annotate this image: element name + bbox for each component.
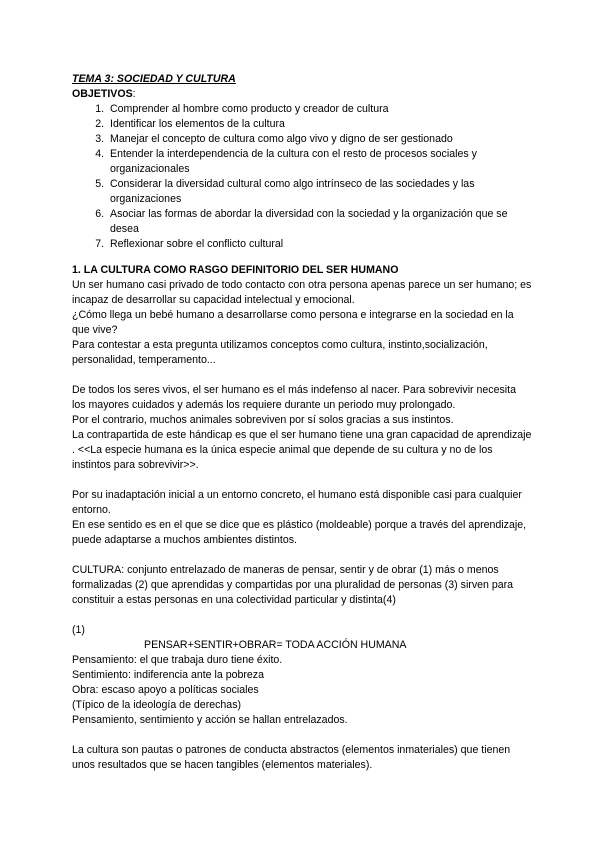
objective-item: 7. Reflexionar sobre el conflicto cultural bbox=[107, 237, 532, 252]
objectives-list bbox=[72, 102, 532, 252]
objective-item: 4. Entender la interdependencia de la cultura con el resto de procesos sociales y organizacionales bbox=[107, 147, 532, 177]
culture-definition: CULTURA: conjunto entrelazado de maneras de pensar, sentir y de obrar (1) más o menos formalizadas (2) que aprendidas y compartidas por una pluralidad de personas (3) sirven para constituir a estas personas en una colectividad particular y distinta(4) bbox=[72, 564, 514, 606]
objective-item: 1. Comprender al hombre como producto y creador de cultura bbox=[107, 102, 532, 117]
paragraph: Para contestar a esta pregunta utilizamos conceptos como cultura, instinto,socialización, personalidad, temperamento... bbox=[72, 339, 488, 366]
objective-item: 3. Manejar el concepto de cultura como algo vivo y digno de ser gestionado bbox=[107, 132, 532, 147]
objective-item: 5. Considerar la diversidad cultural como algo intrínseco de las sociedades y las organizaciones bbox=[107, 177, 532, 207]
paragraph: Por el contrario, muchos animales sobreviven por sí solos gracias a sus instintos. bbox=[72, 414, 454, 426]
document-title: TEMA 3: SOCIEDAD Y CULTURA bbox=[72, 73, 236, 85]
paragraph: La contrapartida de este hándicap es que el ser humano tiene una gran capacidad de aprendizaje . <<La especie humana es la única especie animal que depende de su cultura y no de los instintos para sobrevivir>>. bbox=[72, 429, 532, 471]
spacer bbox=[72, 368, 532, 383]
objectives-heading: OBJETIVOS bbox=[72, 88, 133, 100]
example-line: (Típico de la ideología de derechas) bbox=[72, 699, 242, 711]
section-heading: 1. LA CULTURA COMO RASGO DEFINITORIO DEL SER HUMANO bbox=[72, 264, 399, 276]
spacer bbox=[72, 608, 532, 623]
paragraph: La cultura son pautas o patrones de conducta abstractos (elementos inmateriales) que tienen unos resultados que se hacen tangibles (elementos materiales). bbox=[72, 744, 511, 771]
objectives-heading-line bbox=[72, 87, 532, 102]
paragraph: Un ser humano casi privado de todo contacto con otra persona apenas parece un ser humano; es incapaz de desarrollar su capacidad intelectual y emocional. bbox=[72, 279, 532, 306]
spacer bbox=[72, 473, 532, 488]
example-line: Pensamiento: el que trabaja duro tiene éxito. bbox=[72, 654, 283, 666]
paragraph: Por su inadaptación inicial a un entorno concreto, el humano está disponible casi para cualquier entorno. bbox=[72, 489, 522, 516]
paragraph: En ese sentido es en el que se dice que es plástico (moldeable) porque a través del aprendizaje, puede adaptarse a muchos ambientes distintos. bbox=[72, 519, 527, 546]
document-page bbox=[72, 72, 532, 773]
objective-item: 2. Identificar los elementos de la cultura bbox=[107, 117, 532, 132]
example-line: Sentimiento: indiferencia ante la pobreza bbox=[72, 669, 264, 681]
spacer bbox=[72, 548, 532, 563]
spacer bbox=[72, 728, 532, 743]
objective-item: 6. Asociar las formas de abordar la diversidad con la sociedad y la organización que se desea bbox=[107, 207, 532, 237]
note-label: (1) bbox=[72, 624, 85, 636]
paragraph: De todos los seres vivos, el ser humano es el más indefenso al nacer. Para sobrevivir necesita los mayores cuidados y además los requiere durante un periodo muy prolongado. bbox=[72, 384, 516, 411]
example-line: Obra: escaso apoyo a políticas sociales bbox=[72, 684, 259, 696]
objectives-colon: : bbox=[132, 88, 136, 100]
formula-line: PENSAR+SENTIR+OBRAR= TODA ACCIÓN HUMANA bbox=[144, 639, 407, 651]
paragraph: ¿Cómo llega un bebé humano a desarrollarse como persona e integrarse en la sociedad en la que vive? bbox=[72, 309, 514, 336]
example-line: Pensamiento, sentimiento y acción se hallan entrelazados. bbox=[72, 714, 348, 726]
